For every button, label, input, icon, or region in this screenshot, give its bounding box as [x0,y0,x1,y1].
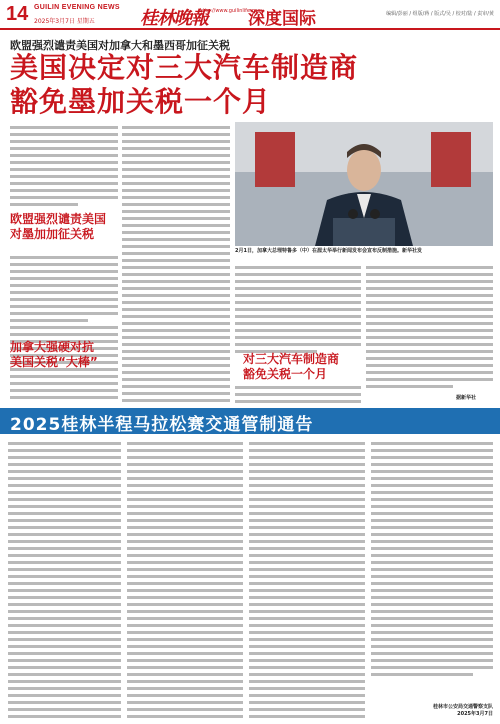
photo-caption: 2月1日，加拿大总理特鲁多（中）在渥太华举行新闻发布会宣布反制措施。新华社发 [235,248,422,254]
subhead-exemption: 对三大汽车制造商 豁免关税一个月 [243,352,340,381]
text-column-2 [122,124,230,404]
headline-line-2: 豁免墨加关税一个月 [10,85,272,118]
photo-illustration [235,122,493,246]
page-number: 14 [6,3,29,25]
issue-date: 2025年3月7日 星期五 [34,18,95,25]
logo-url: http://www.guilinlife.com [200,8,263,14]
headline-line-1: 美国决定对三大汽车制造商 [10,51,359,84]
notice-column-1 [8,440,121,720]
article-kicker: 欧盟强烈谴责美国对加拿大和墨西哥加征关税 [10,39,230,52]
article-byline: 据新华社 [456,395,477,401]
paper-logo: 桂林晚報 [140,8,208,29]
editor-credits: 编辑/彭丽 / 组版/蒋 / 版式/吴 / 校对/陆 / 责审/黄 [386,11,494,17]
subhead-canada-resists: 加拿大强硬对抗 美国关税“大棒” [10,340,98,369]
notice-column-4 [371,440,493,702]
notice-headline: 2025桂林半程马拉松赛交通管制通告 [10,415,314,435]
masthead [0,0,500,30]
text-column-4 [366,264,493,390]
notice-signature: 桂林市公安局交通警察支队 2025年3月7日 [432,704,493,717]
news-photo [235,122,493,246]
subhead-eu-condemns: 欧盟强烈谴责美国 对墨加加征关税 [10,212,107,241]
article-headline [10,51,358,119]
text-column-3 [235,264,361,404]
section-title: 深度国际 [248,9,316,29]
notice-column-2 [127,440,243,720]
paper-name: GUILIN EVENING NEWS [34,4,120,11]
notice-column-3 [249,440,365,720]
